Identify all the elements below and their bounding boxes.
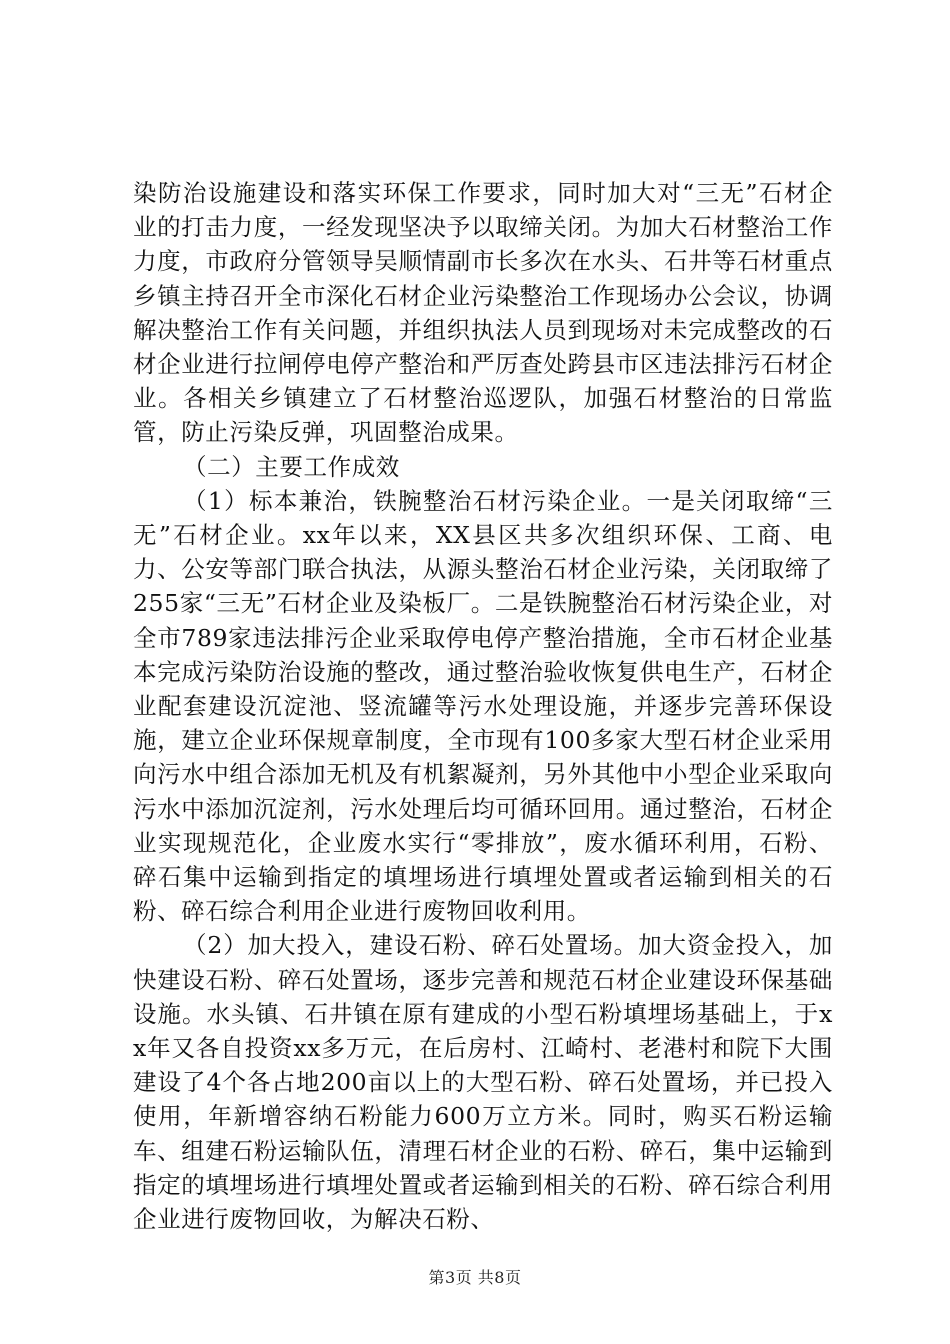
page-number-footer: 第3页 共8页	[428, 1268, 522, 1287]
paragraph-continuation: 染防治设施建设和落实环保工作要求，同时加大对“三无”石材企业的打击力度，一经发现坚决予以取缔关闭。为加大石材整治工作力度，市政府分管领导吴顺情副市长多次在水头、石井等石材重点乡镇主持召开全市深化石材企业污染整治工作现场办公会议，协调解决整治工作有关问题，并组织执法人员到现场对未完成整改的石材企业进行拉闸停电停产整治和严厉查处跨县市区违法排污石材企业。各相关乡镇建立了石材整治巡逻队，加强石材整治的日常监管，防止污染反弹，巩固整治成果。	[133, 179, 833, 447]
paragraph-item-2: （2）加大投入，建设石粉、碎石处置场。加大资金投入，加快建设石粉、碎石处置场，逐步完善和规范石材企业建设环保基础设施。水头镇、石井镇在原有建成的小型石粉填埋场基础上，于xx年又各自投资xx多万元，在后房村、江崎村、老港村和院下大围建设了4个各占地200亩以上的大型石粉、碎石处置场，并已投入使用，年新增容纳石粉能力600万立方米。同时，购买石粉运输车、组建石粉运输队伍，清理石材企业的石粉、碎石，集中运输到指定的填埋场进行填埋处置或者运输到相关的石粉、碎石综合利用企业进行废物回收，为解决石粉、	[133, 931, 833, 1234]
paragraph-item-1: （1）标本兼治，铁腕整治石材污染企业。一是关闭取缔“三无”石材企业。xx年以来，XX县区共多次组织环保、工商、电力、公安等部门联合执法，从源头整治石材企业污染，关闭取缔了255家“三无”石材企业及染板厂。二是铁腕整治石材污染企业，对全市789家违法排污企业采取停电停产整治措施，全市石材企业基本完成污染防治设施的整改，通过整治验收恢复供电生产，石材企业配套建设沉淀池、竖流罐等污水处理设施，并逐步完善环保设施，建立企业环保规章制度，全市现有100多家大型石材企业采用向污水中组合添加无机及有机絮凝剂，另外其他中小型企业采取向污水中添加沉淀剂，污水处理后均可循环回用。通过整治，石材企业实现规范化，企业废水实行“零排放”，废水循环利用，石粉、碎石集中运输到指定的填埋场进行填埋处置或者运输到相关的石粉、碎石综合利用企业进行废物回收利用。	[133, 486, 833, 926]
section-heading: （二）主要工作成效	[183, 452, 400, 481]
document-body	[133, 176, 833, 1236]
